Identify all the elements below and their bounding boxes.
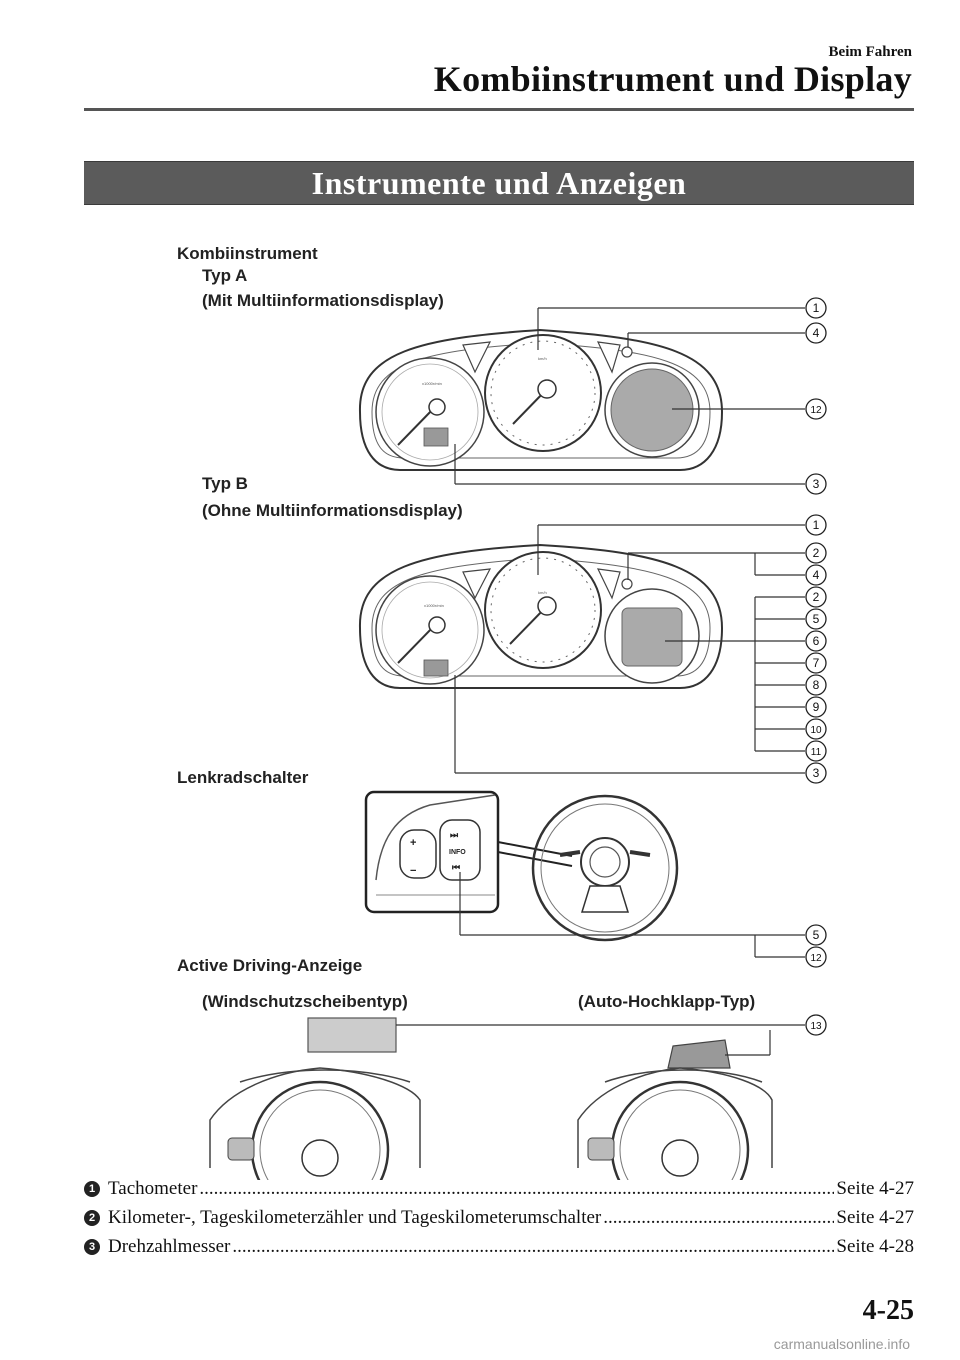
chapter-title: Beim Fahren	[828, 44, 912, 60]
callout-type_b-10: 10	[810, 725, 822, 736]
cluster-type-a-illustration	[360, 308, 805, 484]
callout-type_a-12: 12	[810, 405, 822, 416]
toc-text: Tachometer	[108, 1178, 198, 1199]
label-popup: (Auto-Hochklapp-Typ)	[578, 992, 756, 1011]
svg-text:⏮: ⏮	[452, 862, 461, 872]
callout-type_b-2: 2	[812, 590, 820, 604]
toc-leader	[232, 1236, 834, 1258]
toc-page: Seite 4-28	[836, 1236, 914, 1257]
callout-type_b-11: 11	[810, 747, 822, 758]
callout-type_b-6: 6	[812, 634, 820, 648]
rpm-unit-b: x1000r/min	[424, 603, 444, 608]
callout-type_a-1: 1	[812, 301, 820, 315]
label-windshield: (Windschutzscheibentyp)	[202, 992, 408, 1011]
callout-type_a-3: 3	[812, 477, 820, 491]
svg-text:⏭: ⏭	[450, 830, 459, 840]
toc-page: Seite 4-27	[836, 1207, 914, 1228]
callout-type_b-4: 4	[812, 568, 820, 582]
active-driving-illustration	[210, 1018, 805, 1180]
callout-type_b-8: 8	[812, 678, 820, 692]
page-number: 4-25	[862, 1295, 914, 1326]
callout-type_b-2: 2	[812, 546, 820, 560]
callout-type_b-1: 1	[812, 518, 820, 532]
label-steering: Lenkradschalter	[177, 768, 309, 787]
toc-leader	[603, 1207, 834, 1229]
label-type-b-sub: (Ohne Multiinformationsdisplay)	[202, 501, 463, 520]
toc-text: Kilometer-, Tageskilometerzähler und Tageskilometerumschalter	[108, 1207, 602, 1228]
callout-type_b-3: 3	[812, 766, 820, 780]
section-title: Kombiinstrument und Display	[433, 59, 912, 99]
steering-switch-illustration	[366, 792, 805, 957]
toc-number: 2	[84, 1210, 100, 1226]
callout-adi-13: 13	[810, 1021, 822, 1032]
toc-page: Seite 4-27	[836, 1178, 914, 1199]
callout-type_b-9: 9	[812, 700, 820, 714]
label-cluster: Kombiinstrument	[177, 244, 318, 263]
callout-steering-12: 12	[810, 953, 822, 964]
toc-text: Drehzahlmesser	[108, 1236, 231, 1257]
toc-number: 1	[84, 1181, 100, 1197]
toc-number: 3	[84, 1239, 100, 1255]
label-type-a-sub: (Mit Multiinformationsdisplay)	[202, 291, 444, 310]
callout-type_b-5: 5	[812, 612, 820, 626]
callout-steering-5: 5	[812, 928, 820, 942]
svg-text:−: −	[410, 865, 417, 877]
banner-title: Instrumente und Anzeigen	[311, 164, 687, 201]
label-type-a: Typ A	[202, 266, 248, 285]
footer-watermark: carmanualsonline.info	[773, 1336, 910, 1352]
toc-item-3	[84, 1236, 914, 1258]
info-button-label: INFO	[449, 849, 466, 856]
callout-type_a-4: 4	[812, 326, 820, 340]
speed-unit-b: km/h	[538, 590, 547, 595]
toc-leader	[199, 1178, 834, 1200]
label-active-driving: Active Driving-Anzeige	[177, 956, 363, 975]
speed-unit-a: km/h	[538, 356, 547, 361]
svg-text:+: +	[410, 837, 417, 849]
callout-type_b-7: 7	[812, 656, 820, 670]
toc-item-2	[84, 1207, 914, 1229]
callout-badges	[806, 298, 826, 1035]
rpm-unit-a: x1000r/min	[422, 381, 442, 386]
cluster-type-b-illustration	[360, 525, 805, 773]
toc-item-1	[84, 1178, 914, 1200]
label-type-b: Typ B	[202, 474, 248, 493]
